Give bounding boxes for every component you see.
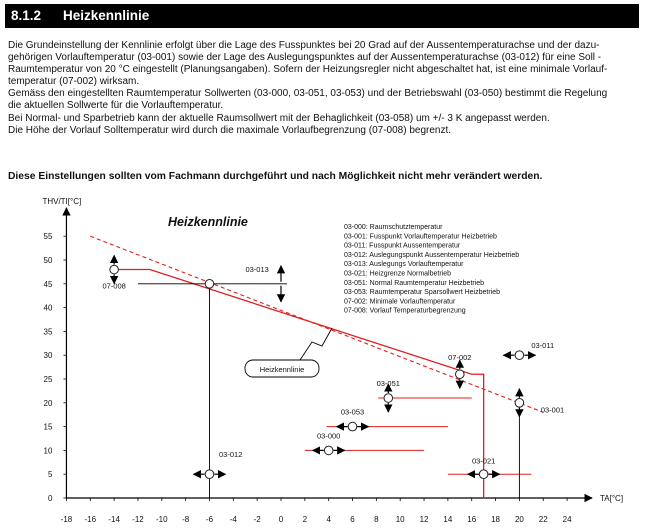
point-03-021 xyxy=(479,470,488,479)
point-label-03-051: 03-051 xyxy=(376,379,400,389)
x-tick-label: 24 xyxy=(562,515,572,524)
warning-note: Diese Einstellungen sollten vom Fachmann durchgeführt und nach Möglichkeit nicht mehr verändert werden. xyxy=(8,171,543,182)
x-tick-label: -10 xyxy=(156,515,168,524)
x-tick-label: 0 xyxy=(278,515,284,524)
point-label-03-013: 03-013 xyxy=(245,264,269,274)
y-tick-label: 25 xyxy=(43,375,53,384)
point-03-000 xyxy=(324,446,333,455)
section-number: 8.1.2 xyxy=(11,8,42,23)
point-03-053 xyxy=(348,422,357,431)
y-tick-label: 0 xyxy=(47,494,53,503)
x-tick-label: -12 xyxy=(132,515,144,524)
legend-item: 03-021: Heizgrenze Normalbetrieb xyxy=(344,270,451,278)
x-tick-label: -18 xyxy=(60,515,73,524)
point-07-008 xyxy=(110,265,119,274)
point-label-03-021: 03-021 xyxy=(471,456,496,466)
y-tick-label: 40 xyxy=(43,303,53,313)
x-tick-label: -8 xyxy=(182,515,190,524)
legend-item: 03-051: Normal Raumtemperatur Heizbetrieb xyxy=(344,279,485,287)
paragraph-line: Gemäss den eingestellten Raumtemperatur Sollwerten (03-000, 03-051, 03-053) und der Betriebswahl (03-050) bestimmt die Regelung xyxy=(8,88,608,100)
y-tick-label: 5 xyxy=(47,470,53,480)
y-tick-label: 10 xyxy=(43,446,53,456)
x-tick-label: 8 xyxy=(374,515,379,524)
point-label-07-002: 07-002 xyxy=(448,352,472,362)
legend-item: 03-000: Raumschutztemperatur xyxy=(344,224,443,231)
curve-label-leader xyxy=(300,328,332,360)
x-tick-label: -2 xyxy=(253,515,261,524)
paragraph-line: Bei Normal- und Sparbetrieb kann der aktuelle Raumsollwert mit der Behaglichkeit (03-058) um +/- 3 K angepasst werden. xyxy=(8,112,550,124)
legend-item: 03-012: Auslegungspunkt Aussentemperatur Heizbetrieb xyxy=(344,251,520,259)
x-tick-label: 16 xyxy=(467,515,477,524)
paragraph-line: die aktuellen Sollwerte für die Vorlauftemperatur. xyxy=(8,100,224,112)
legend-item: 03-053: Raumtemperatur Sparsollwert Heizbetrieb xyxy=(344,289,501,297)
x-tick-label: 12 xyxy=(419,515,429,524)
legend-item: 03-011: Fusspunkt Aussentemperatur xyxy=(344,242,461,250)
x-tick-label: -14 xyxy=(108,515,120,524)
y-tick-label: 45 xyxy=(43,279,53,289)
point-label-03-053: 03-053 xyxy=(340,407,365,417)
y-tick-label: 35 xyxy=(43,327,53,337)
x-tick-label: 2 xyxy=(302,515,308,524)
section-title: Heizkennlinie xyxy=(63,8,150,23)
x-tick-label: 22 xyxy=(538,515,548,524)
x-tick-label: -6 xyxy=(205,515,214,524)
paragraph-line: Die Höhe der Vorlauf Solltemperatur wird durch die maximale Vorlaufbegrenzung (07-008) begrenzt. xyxy=(8,124,452,136)
legend-item: 07-002: Minimale Vorlauftemperatur xyxy=(344,298,456,306)
x-axis-label: TA[°C] xyxy=(600,494,624,503)
y-tick-label: 30 xyxy=(43,351,53,361)
point-03-013 xyxy=(205,280,214,289)
legend-item: 03-001: Fusspunkt Vorlauftemperatur Heizbetrieb xyxy=(344,233,497,241)
point-label-07-008: 07-008 xyxy=(102,281,126,291)
x-tick-label: 18 xyxy=(491,515,501,524)
paragraph-line: temperatur (07-002) wirksam. xyxy=(8,76,140,88)
point-03-012 xyxy=(205,470,214,479)
point-03-051 xyxy=(384,394,393,403)
point-03-001 xyxy=(515,399,524,408)
legend-item: 07-008: Vorlauf Temperaturbegrenzung xyxy=(344,307,466,315)
point-label-03-012: 03-012 xyxy=(219,450,243,460)
x-tick-label: 6 xyxy=(350,515,355,524)
y-tick-label: 15 xyxy=(43,422,53,432)
x-tick-label: 10 xyxy=(395,515,405,524)
x-tick-label: -4 xyxy=(229,515,237,524)
curve-label: Heizkennlinie xyxy=(259,365,305,374)
y-tick-label: 50 xyxy=(43,256,53,265)
paragraph-line: Raumtemperatur von 20 °C eingestellt (Planungsangaben). Sofern der Heizungsregler nicht abgeschaltet hat, ist eine minimale Vorlauf- xyxy=(8,64,608,76)
x-tick-label: 4 xyxy=(326,515,331,524)
point-03-011 xyxy=(515,351,524,360)
y-axis-label: THV/TI[°C] xyxy=(42,197,82,206)
x-tick-label: 14 xyxy=(443,515,453,524)
point-label-03-001: 03-001 xyxy=(540,405,565,415)
chart-title: Heizkennlinie xyxy=(168,215,248,229)
paragraph-line: Die Grundeinstellung der Kennlinie erfolgt über die Lage des Fusspunktes bei 20 Grad auf der Aussentemperaturachse und der dazu- xyxy=(8,40,600,51)
legend-item: 03-013: Auslegungs Vorlauftemperatur xyxy=(344,261,464,269)
point-label-03-011: 03-011 xyxy=(531,341,555,351)
x-tick-label: 20 xyxy=(514,515,524,524)
point-label-03-000: 03-000 xyxy=(317,431,341,441)
point-07-002 xyxy=(456,370,465,379)
y-tick-label: 55 xyxy=(43,232,53,242)
y-tick-label: 20 xyxy=(43,398,53,408)
x-tick-label: -16 xyxy=(84,515,97,524)
paragraph-line: gehörigen Vorlauftemperatur (03-001) sowie der Lage des Auslegungspunktes auf der Aussentemperaturachse (03-012) für eine Soll - xyxy=(8,52,602,64)
